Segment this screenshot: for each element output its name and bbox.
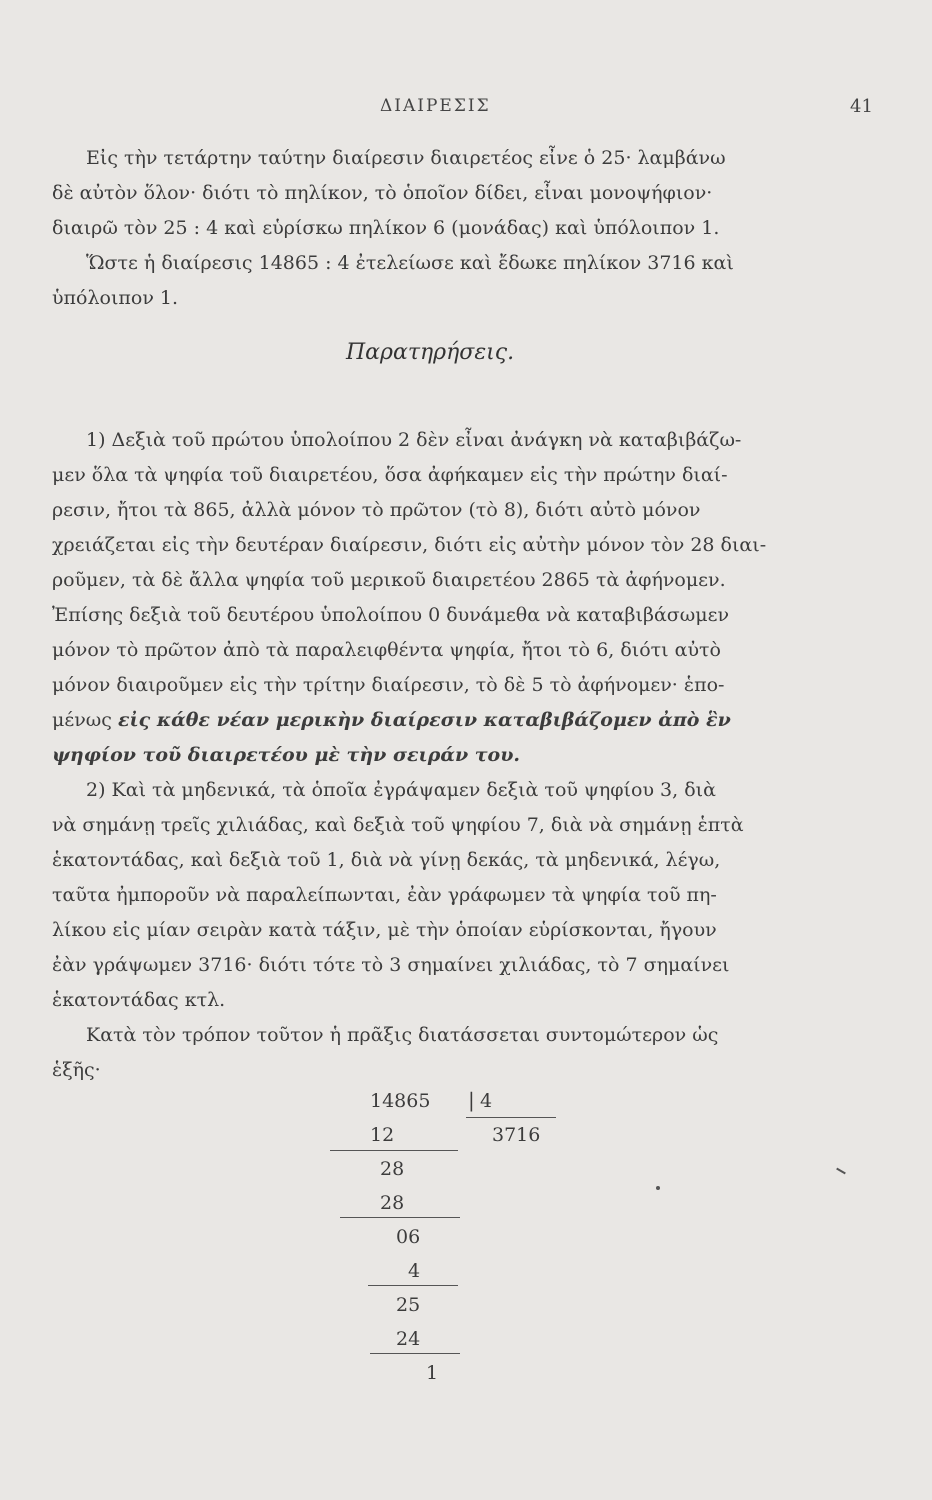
remark2-line: ἑκατοντάδας, καὶ δεξιὰ τοῦ 1, διὰ νὰ γίνῃ δεκάς, τὰ μηδενικά, λέγω, [52,849,721,871]
step-rule [330,1150,458,1151]
remark2-line: νὰ σημάνῃ τρεῖς χιλιάδας, καὶ δεξιὰ τοῦ ψηφίου 7, διὰ νὰ σημάνῃ ἑπτὰ [52,814,744,836]
step-rule [340,1217,460,1218]
intro-line: ὑπόλοιπον 1. [52,287,179,309]
division-step: 25 [396,1294,421,1316]
remark1-line: χρειάζεται εἰς τὴν δευτέραν διαίρεσιν, διότι εἰς αὐτὴν μόνον τὸν 28 διαι- [52,534,767,556]
division-step: 1 [426,1362,439,1384]
remark1-line: 1) Δεξιὰ τοῦ πρώτου ὑπολοίπου 2 δὲν εἶναι ἀνάγκη νὰ καταβιβάζω- [86,429,742,451]
remark1-line: μεν ὅλα τὰ ψηφία τοῦ διαιρετέου, ὅσα ἀφήκαμεν εἰς τὴν πρώτην διαί- [52,464,728,486]
print-speck [656,1186,660,1190]
division-step: 4 [408,1260,421,1282]
division-step: 28 [380,1158,405,1180]
division-step: 06 [396,1226,421,1248]
intro-line: Ὥστε ἡ διαίρεσις 14865 : 4 ἐτελείωσε καὶ ἔδωκε πηλίκον 3716 καὶ [86,252,734,274]
quotient-rule [466,1117,556,1118]
remark2-line: ταῦτα ἠμποροῦν νὰ παραλείπωνται, ἐὰν γράφωμεν τὰ ψηφία τοῦ πη- [52,884,717,906]
page-header [0,96,932,126]
remark1-line: μόνον τὸ πρῶτον ἀπὸ τὰ παραλειφθέντα ψηφία, ἤτοι τὸ 6, διότι αὐτὸ [52,639,721,661]
remark1-rule-line [52,708,731,732]
remark2-line: ἑκατοντάδας κτλ. [52,989,226,1011]
intro-line: διαιρῶ τὸν 25 : 4 καὶ εὑρίσκω πηλίκον 6 (μονάδας) καὶ ὑπόλοιπον 1. [52,217,720,239]
division-step: 24 [396,1328,421,1350]
intro-line: Εἰς τὴν τετάρτην ταύτην διαίρεσιν διαιρετέος εἶνε ὁ 25· λαμβάνω [86,147,726,169]
division-step: 28 [380,1192,405,1214]
division-bar: | [468,1088,475,1112]
step-rule [368,1285,458,1286]
divisor: 4 [480,1090,493,1112]
remark1-line: ρεσιν, ἤτοι τὰ 865, ἀλλὰ μόνον τὸ πρῶτον (τὸ 8), διότι αὐτὸ μόνον [52,499,701,521]
step-rule [370,1353,460,1354]
remark2-line: 2) Καὶ τὰ μηδενικά, τὰ ὁποῖα ἐγράψαμεν δεξιὰ τοῦ ψηφίου 3, διὰ [86,779,716,801]
closing-line: ἑξῆς· [52,1059,101,1081]
closing-line: Κατὰ τὸν τρόπον τοῦτον ἡ πρᾶξις διατάσσεται συντομώτερον ὡς [86,1024,719,1046]
rule-emphasis: εἰς κάθε νέαν μερικὴν διαίρεσιν καταβιβάζομεν ἀπὸ ἓν [117,709,731,731]
intro-line: δὲ αὐτὸν ὅλον· διότι τὸ πηλίκον, τὸ ὁποῖον δίδει, εἶναι μονοψήφιον· [52,182,713,204]
remark1-line: ροῦμεν, τὰ δὲ ἄλλα ψηφία τοῦ μερικοῦ διαιρετέου 2865 τὰ ἀφήνομεν. [52,569,726,591]
rule-lead: μένως [52,709,112,731]
remark2-line: λίκου εἰς μίαν σειρὰν κατὰ τάξιν, μὲ τὴν ὁποίαν εὑρίσκονται, ἤγουν [52,919,717,941]
dividend: 14865 [370,1090,431,1112]
remark2-line: ἐὰν γράψωμεν 3716· διότι τότε τὸ 3 σημαίνει χιλιάδας, τὸ 7 σημαίνει [52,954,730,976]
quotient: 3716 [492,1124,541,1146]
remark1-line: μόνον διαιροῦμεν εἰς τὴν τρίτην διαίρεσιν, τὸ δὲ 5 τὸ ἀφήνομεν· ἑπο- [52,674,725,696]
division-step: 12 [370,1124,395,1146]
section-heading: Παρατηρήσεις. [346,340,515,365]
running-title: ΔΙΑΙΡΕΣΙΣ [380,96,491,116]
page-number: 41 [850,96,873,117]
remark1-line: Ἐπίσης δεξιὰ τοῦ δευτέρου ὑπολοίπου 0 δυνάμεθα νὰ καταβιβάσωμεν [52,604,730,626]
rule-emphasis: ψηφίον τοῦ διαιρετέου μὲ τὴν σειράν του. [52,744,521,766]
print-speck [836,1168,846,1175]
